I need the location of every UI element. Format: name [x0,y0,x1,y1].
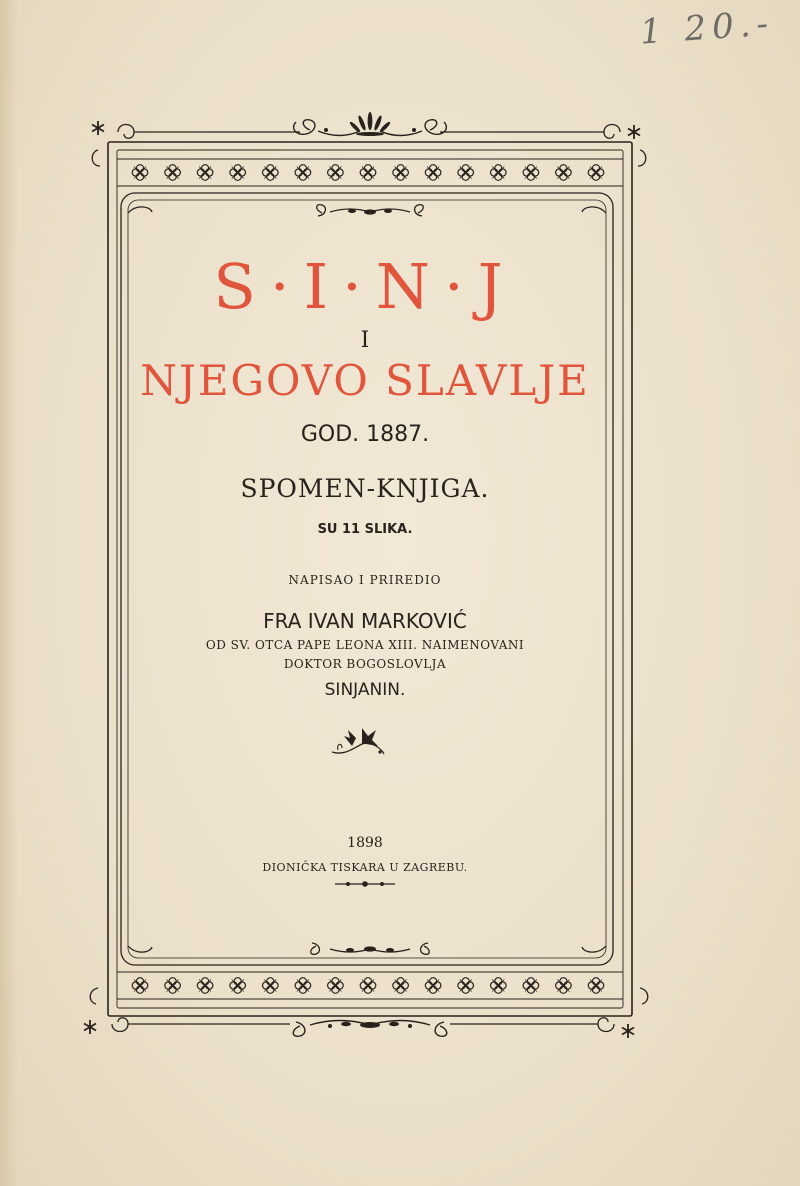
printer-rule-ornament [335,882,395,886]
quatrefoil-icon [491,165,507,181]
quatrefoil-icon [230,978,246,994]
quatrefoil-icon [556,165,572,181]
title-sinj: S·I·N·J [213,250,517,323]
quatrefoil-icon [588,165,604,181]
quatrefoil-icon [132,165,148,181]
top-fan-flourish-icon [294,112,447,136]
byline-intro: NAPISAO I PRIREDIO [288,573,442,587]
quatrefoil-icon [556,978,572,994]
author-origin: SINJANIN. [324,680,406,700]
quatrefoil-icon [230,165,246,181]
ivy-leaf-icon [332,728,384,754]
bottom-quatrefoil-band [132,978,604,994]
asterisk-icon [84,1020,96,1034]
imprint-printer: DIONIČKA TISKARA U ZAGREBU. [262,861,468,874]
title-njegovo-slavlje: NJEGOVO SLAVLJE [140,356,590,405]
quatrefoil-icon [393,165,409,181]
quatrefoil-icon [165,165,181,181]
title-conjunction: I [360,328,370,353]
top-quatrefoil-band [132,165,604,181]
subtitle: SPOMEN-KNJIGA. [240,474,490,503]
author-name: FRA IVAN MARKOVIĆ [263,609,467,633]
illustrations-note: SU 11 SLIKA. [317,522,413,537]
quatrefoil-icon [328,978,344,994]
author-credential-2: DOKTOR BOGOSLOVLJA [283,657,447,671]
asterisk-icon [92,121,104,135]
quatrefoil-icon [491,978,507,994]
handwritten-price-note: 1 20.- [638,3,776,53]
bottom-scroll-flourish-icon [293,1021,447,1037]
year-line: GOD. 1887. [300,422,430,447]
quatrefoil-icon [165,978,181,994]
quatrefoil-icon [360,165,376,181]
quatrefoil-icon [523,978,539,994]
imprint-year: 1898 [347,835,383,851]
quatrefoil-icon [588,978,604,994]
quatrefoil-icon [328,165,344,181]
quatrefoil-icon [295,978,311,994]
quatrefoil-icon [197,978,213,994]
author-credential-1: OD SV. OTCA PAPE LEONA XIII. NAIMENOVANI [205,638,525,652]
quatrefoil-icon [425,978,441,994]
quatrefoil-icon [458,978,474,994]
quatrefoil-icon [425,165,441,181]
quatrefoil-icon [393,978,409,994]
quatrefoil-icon [132,978,148,994]
quatrefoil-icon [263,165,279,181]
quatrefoil-icon [360,978,376,994]
quatrefoil-icon [197,165,213,181]
quatrefoil-icon [263,978,279,994]
asterisk-icon [628,125,640,139]
quatrefoil-icon [295,165,311,181]
quatrefoil-icon [458,165,474,181]
asterisk-icon [622,1024,634,1038]
quatrefoil-icon [523,165,539,181]
